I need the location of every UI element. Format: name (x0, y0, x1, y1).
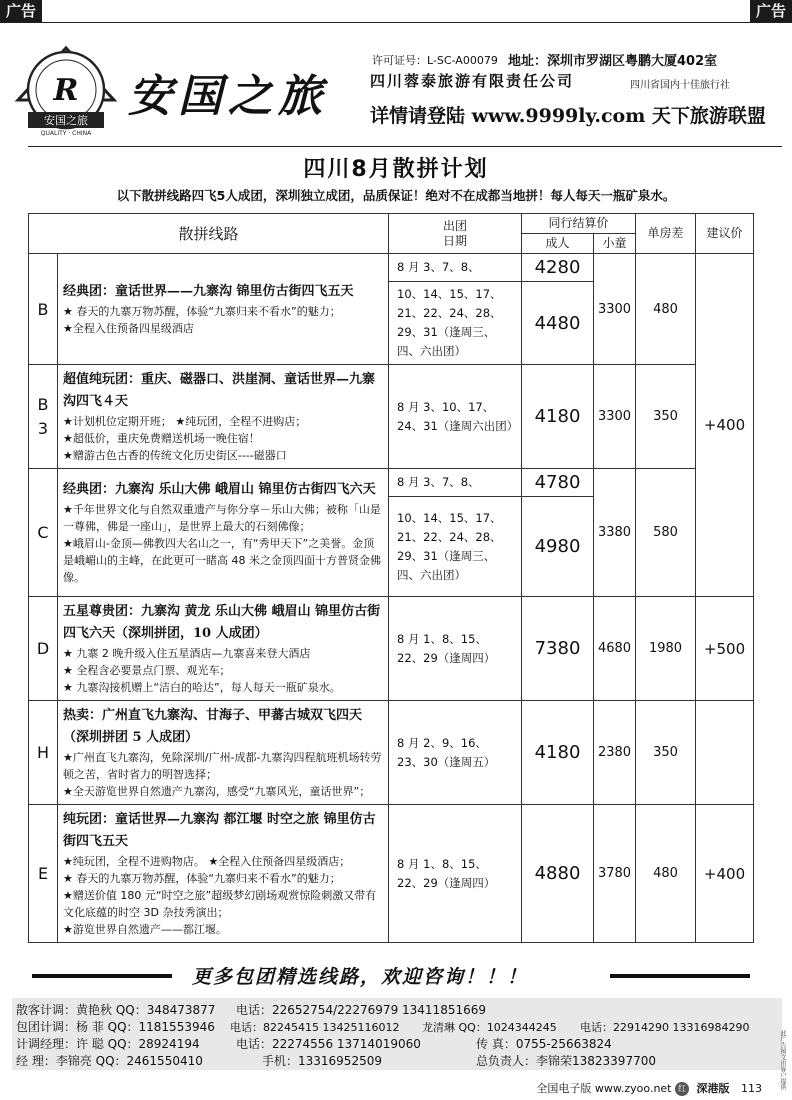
ad-label-left: 广告 (0, 0, 42, 22)
route-description (58, 254, 389, 365)
adult-price: 4880 (522, 805, 594, 943)
child-price: 4680 (594, 597, 636, 701)
single-room-supplement: 350 (636, 365, 696, 469)
contact-field: 电话：22914290 13316984290 (580, 1021, 750, 1034)
child-price: 2380 (594, 701, 636, 805)
contact-field: 电话：22652754/22276979 13411851669 (236, 1003, 486, 1017)
route-feature: ★ 全程含必要景点门票、观光车； (63, 664, 231, 677)
route-title: 超值纯玩团：重庆、磁器口、洪崖洞、童话世界—九寨沟四飞４天 (63, 372, 376, 409)
header-trade-price: 同行结算价 (522, 214, 636, 234)
region-label: 深港版 (696, 1082, 730, 1095)
adult-price: 4980 (522, 497, 594, 597)
route-feature: ★赠游古色古香的传统文化历史街区----磁器口 (63, 449, 287, 462)
route-code: E (29, 805, 58, 943)
contact-field: 经 理：李锦亮 QQ：2461550410 (16, 1054, 203, 1068)
suggested-price: +400 (696, 805, 754, 943)
route-title: 纯玩团：童话世界—九寨沟 都江堰 时空之旅 锦里仿古街四飞五天 (63, 812, 376, 849)
table-row-b3 (29, 365, 754, 469)
adult-price: 4280 (522, 254, 594, 282)
page-number: 113 (741, 1082, 762, 1095)
logo-letter: R (53, 73, 79, 108)
route-code: C (29, 469, 58, 597)
contact-field: 电话：82245415 13425116012 (230, 1021, 400, 1034)
depart-dates: 8 月 3、7、8、 (389, 469, 522, 497)
route-feature: ★全程入住预备四星级酒店 (63, 322, 194, 335)
side-disclaimer: 此广告图文由客户提供 (779, 1030, 786, 1090)
company-note: 四川省国内十佳旅行社 (630, 80, 730, 91)
ad-label-right: 广告 (750, 0, 792, 22)
edition-label: 全国电子版 www.zyoo.net (536, 1082, 672, 1095)
header-depart-date: 出团 日期 (389, 214, 522, 254)
header-suggested-price: 建议价 (696, 214, 754, 254)
adult-price: 4180 (522, 701, 594, 805)
table-row-b (29, 254, 754, 282)
single-room-supplement: 350 (636, 701, 696, 805)
logo-ring-text: QUALITY · CHINA (40, 130, 92, 137)
route-description (58, 365, 389, 469)
route-code: D (29, 597, 58, 701)
contact-panel (12, 998, 782, 1070)
route-feature: ★广州直飞九寨沟，免除深圳/广州-成都-九寨沟四程航班机场转劳顿之苦，省时省力的明智选择； (63, 751, 382, 781)
adult-price: 4480 (522, 282, 594, 365)
child-price: 3300 (594, 365, 636, 469)
contact-field: 龙清琳 QQ：1024344245 (422, 1021, 557, 1034)
table-row-h (29, 701, 754, 805)
route-title: 五星尊贵团：九寨沟 黄龙 乐山大佛 峨眉山 锦里仿古街 四飞六天（深圳拼团，10 人成团） (63, 604, 381, 641)
route-feature: ★纯玩团，全程不进购物店。 ★全程入住预备四星级酒店； (63, 855, 351, 868)
route-feature: ★游览世界自然遗产——都江堰。 (63, 923, 227, 936)
route-feature: ★计划机位定期开班； ★纯玩团，全程不进购店； (63, 415, 307, 428)
depart-dates: 8 月 1、8、15、22、29（逢周四） (389, 805, 522, 943)
website-line[interactable]: 详情请登陆 www.9999ly.com 天下旅游联盟 (370, 105, 766, 127)
page-subtitle: 以下散拼线路四飞5人成团，深圳独立成团，品质保证！绝对不在成都当地拼！每人每天一瓶矿泉水。 (116, 188, 676, 203)
route-title: 经典团：九寨沟 乐山大佛 峨眉山 锦里仿古街四飞六天 (63, 482, 376, 497)
suggested-price: +400 (696, 254, 754, 597)
route-code: H (29, 701, 58, 805)
depart-dates: 8 月 1、8、15、22、29（逢周四） (389, 597, 522, 701)
depart-dates: 8 月 3、7、8、 (389, 254, 522, 282)
header-adult: 成人 (522, 234, 594, 254)
logo-caption: 安国之旅 (44, 114, 88, 127)
adult-price: 4180 (522, 365, 594, 469)
suggested-price-empty (696, 701, 754, 805)
top-rule (0, 22, 792, 23)
contact-field: 散客计调：黄艳秋 QQ：348473877 (16, 1003, 216, 1017)
depart-dates: 10、14、15、17、21、22、24、28、29、31（逢周三、四、六出团） (389, 282, 522, 365)
route-description (58, 701, 389, 805)
route-feature: ★峨眉山-金顶—佛教四大名山之一，有“秀甲天下”之美誉。金顶是峨嵋山的主峰，在此更可一睹高 48 米之金顶四面十方普贤金佛像。 (63, 537, 381, 584)
contact-field: 传 真：0755-25663824 (476, 1037, 612, 1051)
brand-name: 安国之旅 (128, 71, 328, 122)
route-description (58, 469, 389, 597)
route-title: 热卖：广州直飞九寨沟、甘海子、甲蕃古城双飞四天（深圳拼团 5 人成团） (63, 708, 363, 745)
table-row-e (29, 805, 754, 943)
company-logo (10, 38, 122, 138)
route-description (58, 805, 389, 943)
adult-price: 4780 (522, 469, 594, 497)
company-name: 四川蓉泰旅游有限责任公司 (370, 72, 575, 90)
route-feature: ★全天游览世界自然遗产九寨沟，感受“九寨风光，童话世界”； (63, 785, 371, 798)
depart-dates: 8 月 2、9、16、23、30（逢周五） (389, 701, 522, 805)
contact-field: 总负责人：李锦荣13823397700 (476, 1054, 656, 1068)
single-room-supplement: 480 (636, 805, 696, 943)
route-feature: ★ 九寨沟接机赠上“洁白的哈达”，每人每天一瓶矿泉水。 (63, 681, 341, 694)
contact-field: 手机：13316952509 (262, 1054, 382, 1068)
table-row-c (29, 469, 754, 497)
route-feature: ★ 春天的九寨万物苏醒，体验“九寨归来不看水”的魅力； (63, 872, 341, 885)
header-child: 小童 (594, 234, 636, 254)
divider-left (32, 974, 172, 978)
header-route: 散拼线路 (29, 214, 389, 254)
child-price: 3780 (594, 805, 636, 943)
route-description (58, 597, 389, 701)
contact-field: 计调经理：许 聪 QQ：28924194 (16, 1037, 200, 1051)
page-footer (536, 1080, 762, 1096)
adult-price: 7380 (522, 597, 594, 701)
table-row-d (29, 597, 754, 701)
route-feature: ★ 九寨 2 晚升级入住五星酒店—九寨喜来登大酒店 (63, 647, 311, 660)
route-title: 经典团：童话世界——九寨沟 锦里仿古街四飞五天 (63, 284, 354, 299)
page-title: 四川8月散拼计划 (303, 157, 489, 182)
route-feature: ★ 春天的九寨万物苏醒，体验“九寨归来不看水”的魅力； (63, 305, 341, 318)
more-routes-slogan: 更多包团精选线路，欢迎咨询！！！ (192, 966, 529, 988)
header-divider (28, 146, 782, 147)
contact-field: 包团计调：杨 菲 QQ：1181553946 (16, 1020, 215, 1034)
route-price-table (28, 213, 754, 943)
divider-right (610, 974, 750, 978)
badge-icon: 红 (675, 1082, 689, 1096)
depart-dates: 8 月 3、10、17、24、31（逢周六出团） (389, 365, 522, 469)
license-number: 许可证号：L-SC-A00079 (372, 54, 498, 67)
route-feature: ★赠送价值 180 元“时空之旅”超级梦幻剧场观赏惊险刺激又带有文化底蕴的时空 3D 杂技秀演出； (63, 889, 377, 919)
route-code: B (29, 254, 58, 365)
contact-field: 电话：22274556 13714019060 (236, 1037, 421, 1051)
route-feature: ★超低价，重庆免费赠送机场一晚住宿！ (63, 432, 260, 445)
suggested-price: +500 (696, 597, 754, 701)
child-price: 3300 (594, 254, 636, 365)
route-feature: ★千年世界文化与自然双重遗产与你分享－乐山大佛；被称「山是一尊佛，佛是一座山」，是世界上最大的石刻佛像； (63, 503, 381, 533)
header-single-room: 单房差 (636, 214, 696, 254)
single-room-supplement: 580 (636, 469, 696, 597)
route-code: B 3 (29, 365, 58, 469)
single-room-supplement: 480 (636, 254, 696, 365)
address: 地址：深圳市罗湖区粤鹏大厦402室 (508, 54, 718, 69)
single-room-supplement: 1980 (636, 597, 696, 701)
depart-dates: 10、14、15、17、21、22、24、28、29、31（逢周三、四、六出团） (389, 497, 522, 597)
child-price: 3380 (594, 469, 636, 597)
